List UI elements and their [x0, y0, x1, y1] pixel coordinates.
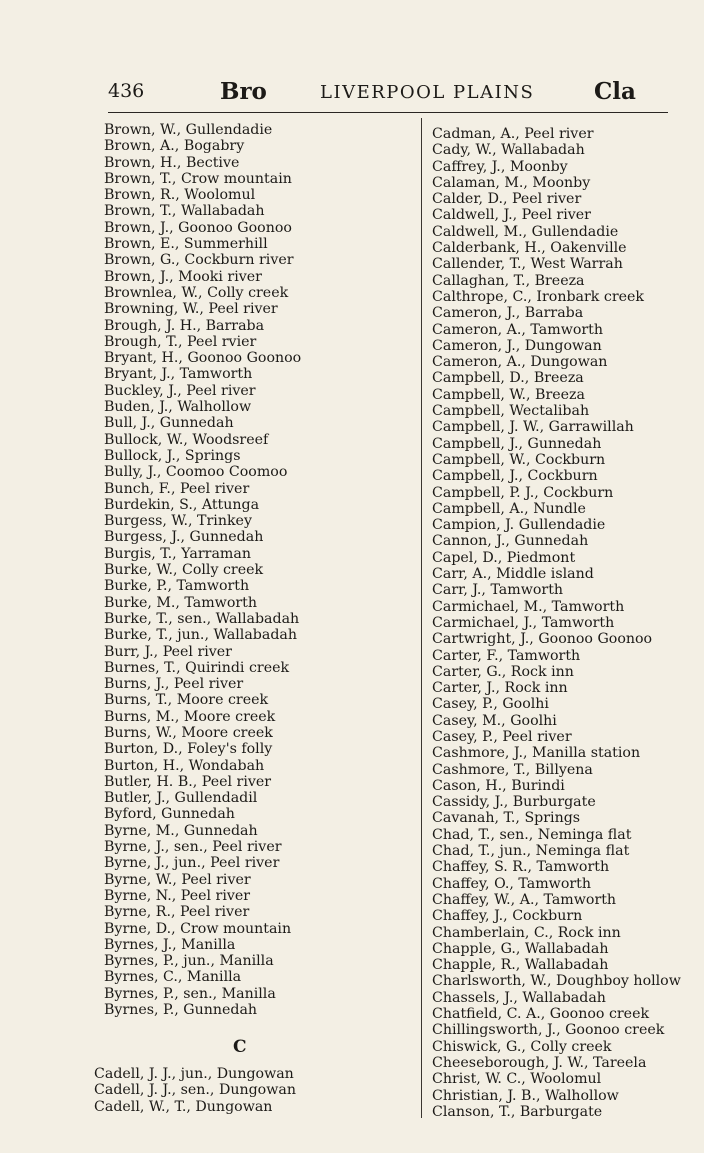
left-column	[104, 122, 301, 1018]
left-guide-word: Bro	[220, 78, 267, 105]
directory-entry: Chassels, J., Wallabadah	[432, 989, 606, 1006]
directory-entry: Burnes, T., Quirindi creek	[104, 659, 290, 676]
directory-entry: Carr, J., Tamworth	[432, 582, 564, 599]
directory-entry: Chapple, G., Wallabadah	[432, 940, 609, 957]
directory-entry: Chaffey, S. R., Tamworth	[432, 859, 610, 876]
directory-entry: Bull, J., Gunnedah	[104, 415, 234, 432]
column-divider	[421, 118, 422, 1118]
directory-entry: Brown, T., Wallabadah	[104, 203, 265, 220]
directory-entry: Burns, W., Moore creek	[104, 724, 273, 741]
directory-entry: Burke, P., Tamworth	[104, 578, 250, 595]
directory-entry: Carmichael, M., Tamworth	[432, 598, 625, 615]
directory-entry: Buckley, J., Peel river	[104, 382, 256, 399]
directory-entry: Campbell, W., Breeza	[432, 386, 585, 403]
right-guide-word: Cla	[594, 78, 636, 105]
directory-entry: Christ, W. C., Woolomul	[432, 1071, 602, 1088]
directory-entry: Brown, G., Cockburn river	[104, 252, 294, 269]
directory-entry: Buden, J., Walhollow	[104, 399, 252, 416]
directory-entry: Carr, A., Middle island	[432, 566, 594, 583]
directory-entry: Brown, J., Mooki river	[104, 268, 262, 285]
directory-entry: Carter, J., Rock inn	[432, 680, 568, 697]
directory-entry: Brown, H., Bective	[104, 154, 240, 171]
directory-entry: Brown, A., Bogabry	[104, 138, 245, 155]
directory-entry: Byrne, W., Peel river	[104, 871, 251, 888]
directory-entry: Chad, T., sen., Neminga flat	[432, 826, 632, 843]
directory-entry: Byrne, J., sen., Peel river	[104, 839, 282, 856]
directory-entry: Chapple, R., Wallabadah	[432, 957, 609, 974]
directory-entry: Byrnes, P., jun., Manilla	[104, 953, 274, 970]
directory-entry: Butler, J., Gullendadil	[104, 790, 258, 807]
directory-entry: Brown, W., Gullendadie	[104, 122, 273, 138]
directory-entry: Campbell, P. J., Cockburn	[432, 484, 614, 501]
directory-entry: Butler, H. B., Peel river	[104, 773, 272, 790]
directory-entry: Bryant, J., Tamworth	[104, 366, 253, 383]
directory-entry: Bunch, F., Peel river	[104, 480, 250, 497]
directory-entry: Cameron, J., Barraba	[432, 305, 584, 322]
directory-entry: Charlsworth, W., Doughboy hollow	[432, 973, 681, 990]
directory-entry: Chatfield, C. A., Goonoo creek	[432, 1006, 650, 1023]
directory-entry: Campbell, J., Cockburn	[432, 468, 598, 485]
directory-entry: Cameron, A., Tamworth	[432, 321, 603, 338]
directory-entry: Brough, J. H., Barraba	[104, 317, 265, 334]
directory-entry: Chiswick, G., Colly creek	[432, 1038, 612, 1055]
directory-entry: Byrnes, J., Manilla	[104, 936, 236, 953]
directory-entry: Brough, T., Peel rvier	[104, 333, 257, 350]
directory-entry: Bullock, W., Woodsreef	[104, 431, 269, 448]
directory-entry: Burke, T., jun., Wallabadah	[104, 627, 298, 644]
header-rule	[108, 112, 668, 113]
directory-entry: Cameron, J., Dungowan	[432, 337, 602, 354]
directory-entry: Casey, P., Goolhi	[432, 696, 549, 713]
directory-entry: Clanson, T., Barburgate	[432, 1103, 603, 1120]
directory-entry: Byrnes, P., Gunnedah	[104, 1002, 258, 1019]
directory-entry: Calaman, M., Moonby	[432, 174, 591, 191]
directory-entry: Callaghan, T., Breeza	[432, 272, 585, 289]
directory-entry: Cady, W., Wallabadah	[432, 142, 585, 159]
directory-entry: Bully, J., Coomoo Coomoo	[104, 464, 288, 481]
directory-entry: Caffrey, J., Moonby	[432, 158, 568, 175]
page-header	[108, 78, 668, 108]
directory-entry: Cavanah, T., Springs	[432, 810, 581, 827]
directory-entry: Burgis, T., Yarraman	[104, 545, 251, 562]
directory-entry: Burke, M., Tamworth	[104, 594, 257, 611]
directory-entry: Cannon, J., Gunnedah	[432, 533, 589, 550]
directory-entry: Chad, T., jun., Neminga flat	[432, 843, 630, 860]
directory-entry: Caldwell, M., Gullendadie	[432, 223, 619, 240]
directory-entry: Chaffey, W., A., Tamworth	[432, 891, 617, 908]
directory-entry: Cadman, A., Peel river	[432, 126, 594, 142]
directory-entry: Burton, H., Wondabah	[104, 757, 265, 774]
directory-entry: Cartwright, J., Goonoo Goonoo	[432, 631, 653, 648]
directory-entry: Chaffey, J., Cockburn	[432, 908, 583, 925]
directory-entry: Byrne, J., jun., Peel river	[104, 855, 280, 872]
directory-entry: Christian, J. B., Walhollow	[432, 1087, 619, 1104]
directory-entry: Cashmore, T., Billyena	[432, 761, 593, 778]
directory-entry: Campion, J. Gullendadie	[432, 517, 606, 534]
directory-entry: Campbell, W., Cockburn	[432, 451, 606, 468]
directory-entry: Bullock, J., Springs	[104, 447, 241, 464]
directory-entry: Capel, D., Piedmont	[432, 549, 576, 566]
directory-entry: Chaffey, O., Tamworth	[432, 875, 591, 892]
directory-entry: Brownlea, W., Colly creek	[104, 284, 289, 301]
directory-entry: Calthrope, C., Ironbark creek	[432, 288, 645, 305]
directory-entry: Callender, T., West Warrah	[432, 256, 623, 273]
directory-entry: Byrne, D., Crow mountain	[104, 920, 292, 937]
directory-entry: Burton, D., Foley's folly	[104, 741, 273, 758]
directory-entry: Burgess, W., Trinkey	[104, 513, 252, 530]
right-column	[432, 126, 681, 1120]
directory-entry: Browning, W., Peel river	[104, 301, 278, 318]
page-number: 436	[108, 80, 145, 102]
directory-entry: Byrnes, P., sen., Manilla	[104, 985, 276, 1002]
directory-entry: Byrnes, C., Manilla	[104, 969, 242, 986]
directory-entry: Brown, R., Woolomul	[104, 187, 256, 204]
directory-entry: Cameron, A., Dungowan	[432, 354, 608, 371]
directory-entry: Brown, T., Crow mountain	[104, 170, 292, 187]
page-title: LIVERPOOL PLAINS	[320, 82, 535, 103]
directory-entry: Brown, J., Goonoo Goonoo	[104, 219, 292, 236]
directory-entry: Calderbank, H., Oakenville	[432, 240, 627, 257]
directory-entry: Bryant, H., Goonoo Goonoo	[104, 350, 302, 367]
directory-entry: Campbell, A., Nundle	[432, 500, 586, 517]
directory-entry: Byford, Gunnedah	[104, 806, 235, 823]
directory-entry: Burke, W., Colly creek	[104, 562, 264, 579]
directory-entry: Carmichael, J., Tamworth	[432, 614, 615, 631]
directory-entry: Brown, E., Summerhill	[104, 236, 268, 253]
left-column-c-section	[94, 1066, 296, 1115]
directory-entry: Casey, P., Peel river	[432, 728, 572, 745]
directory-entry: Caldwell, J., Peel river	[432, 207, 591, 224]
directory-entry: Cheeseborough, J. W., Tareela	[432, 1054, 647, 1071]
directory-entry: Cashmore, J., Manilla station	[432, 745, 641, 762]
directory-entry: Campbell, Wectalibah	[432, 403, 590, 420]
directory-entry: Carter, G., Rock inn	[432, 663, 574, 680]
directory-entry: Calder, D., Peel river	[432, 191, 582, 208]
section-letter: C	[233, 1037, 247, 1057]
directory-entry: Burgess, J., Gunnedah	[104, 529, 264, 546]
directory-entry: Campbell, J., Gunnedah	[432, 435, 602, 452]
directory-entry: Campbell, D., Breeza	[432, 370, 584, 387]
directory-entry: Cadell, J. J., sen., Dungowan	[94, 1082, 296, 1099]
directory-entry: Cassidy, J., Burburgate	[432, 794, 596, 811]
directory-entry: Carter, F., Tamworth	[432, 647, 581, 664]
directory-entry: Burns, M., Moore creek	[104, 708, 276, 725]
directory-entry: Burke, T., sen., Wallabadah	[104, 610, 300, 627]
directory-entry: Burns, T., Moore creek	[104, 692, 269, 709]
directory-entry: Burr, J., Peel river	[104, 643, 232, 660]
directory-entry: Burns, J., Peel river	[104, 676, 244, 693]
directory-entry: Cadell, J. J., jun., Dungowan	[94, 1066, 294, 1082]
directory-entry: Byrne, R., Peel river	[104, 904, 250, 921]
directory-entry: Byrne, N., Peel river	[104, 887, 251, 904]
directory-entry: Cadell, W., T., Dungowan	[94, 1098, 273, 1115]
directory-entry: Casey, M., Goolhi	[432, 712, 557, 729]
directory-entry: Byrne, M., Gunnedah	[104, 822, 258, 839]
directory-entry: Burdekin, S., Attunga	[104, 496, 260, 513]
directory-entry: Chamberlain, C., Rock inn	[432, 924, 621, 941]
directory-entry: Cason, H., Burindi	[432, 777, 565, 794]
directory-entry: Chillingsworth, J., Goonoo creek	[432, 1022, 665, 1039]
directory-entry: Campbell, J. W., Garrawillah	[432, 419, 634, 436]
